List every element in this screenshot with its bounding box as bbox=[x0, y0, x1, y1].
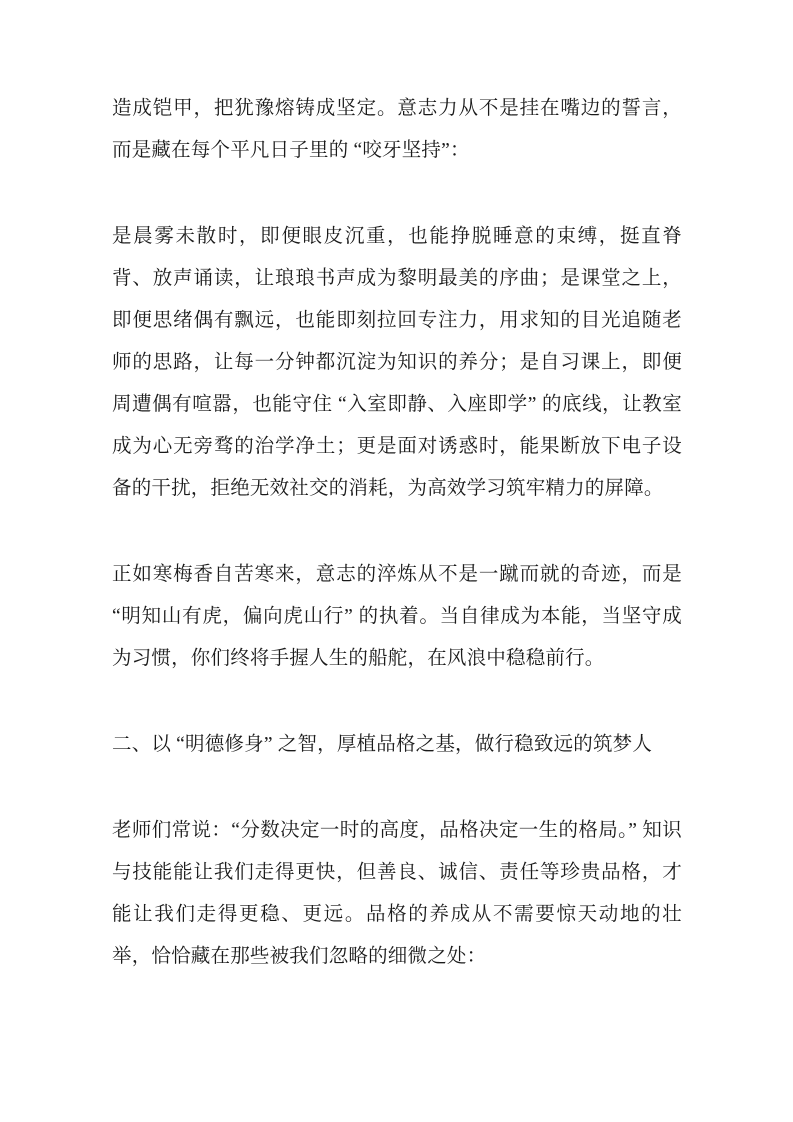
paragraph-spacer bbox=[112, 172, 682, 216]
paragraph-5: 老师们常说：“分数决定一时的高度，品格决定一生的格局。” 知识与技能能让我们走得更快，但善良、诚信、责任等珍贵品格，才能让我们走得更稳、更远。品格的养成从不需要惊天动地的壮举，恰恰藏在那些被我们忽略的细微之处： bbox=[112, 820, 682, 967]
paragraph-3: 正如寒梅香自苦寒来，意志的淬炼从不是一蹴而就的奇迹，而是 “明知山有虎，偏向虎山行” 的执着。当自律成为本能，当坚守成为习惯，你们终将手握人生的船舵，在风浪中稳稳前行。 bbox=[112, 564, 682, 669]
paragraph-spacer bbox=[112, 510, 682, 554]
paragraph-spacer bbox=[112, 680, 682, 724]
document-body bbox=[112, 88, 682, 978]
paragraph-spacer bbox=[112, 766, 682, 810]
paragraph-1: 造成铠甲，把犹豫熔铸成坚定。意志力从不是挂在嘴边的誓言，而是藏在每个平凡日子里的 “咬牙坚持”： bbox=[112, 98, 682, 161]
section-heading-2: 二、以 “明德修身” 之智，厚植品格之基，做行稳致远的筑梦人 bbox=[112, 734, 653, 755]
paragraph-2: 是晨雾未散时，即便眼皮沉重，也能挣脱睡意的束缚，挺直脊背、放声诵读，让琅琅书声成为黎明最美的序曲；是课堂之上，即便思绪偶有飘远，也能即刻拉回专注力，用求知的目光追随老师的思路，让每一分钟都沉淀为知识的养分；是自习课上，即便周遭偶有喧嚣，也能守住 “入室即静、入座即学” 的底线，让教室成为心无旁骛的治学净土；更是面对诱惑时，能果断放下电子设备的干扰，拒绝无效社交的消耗，为高效学习筑牢精力的屏障。 bbox=[112, 226, 682, 499]
